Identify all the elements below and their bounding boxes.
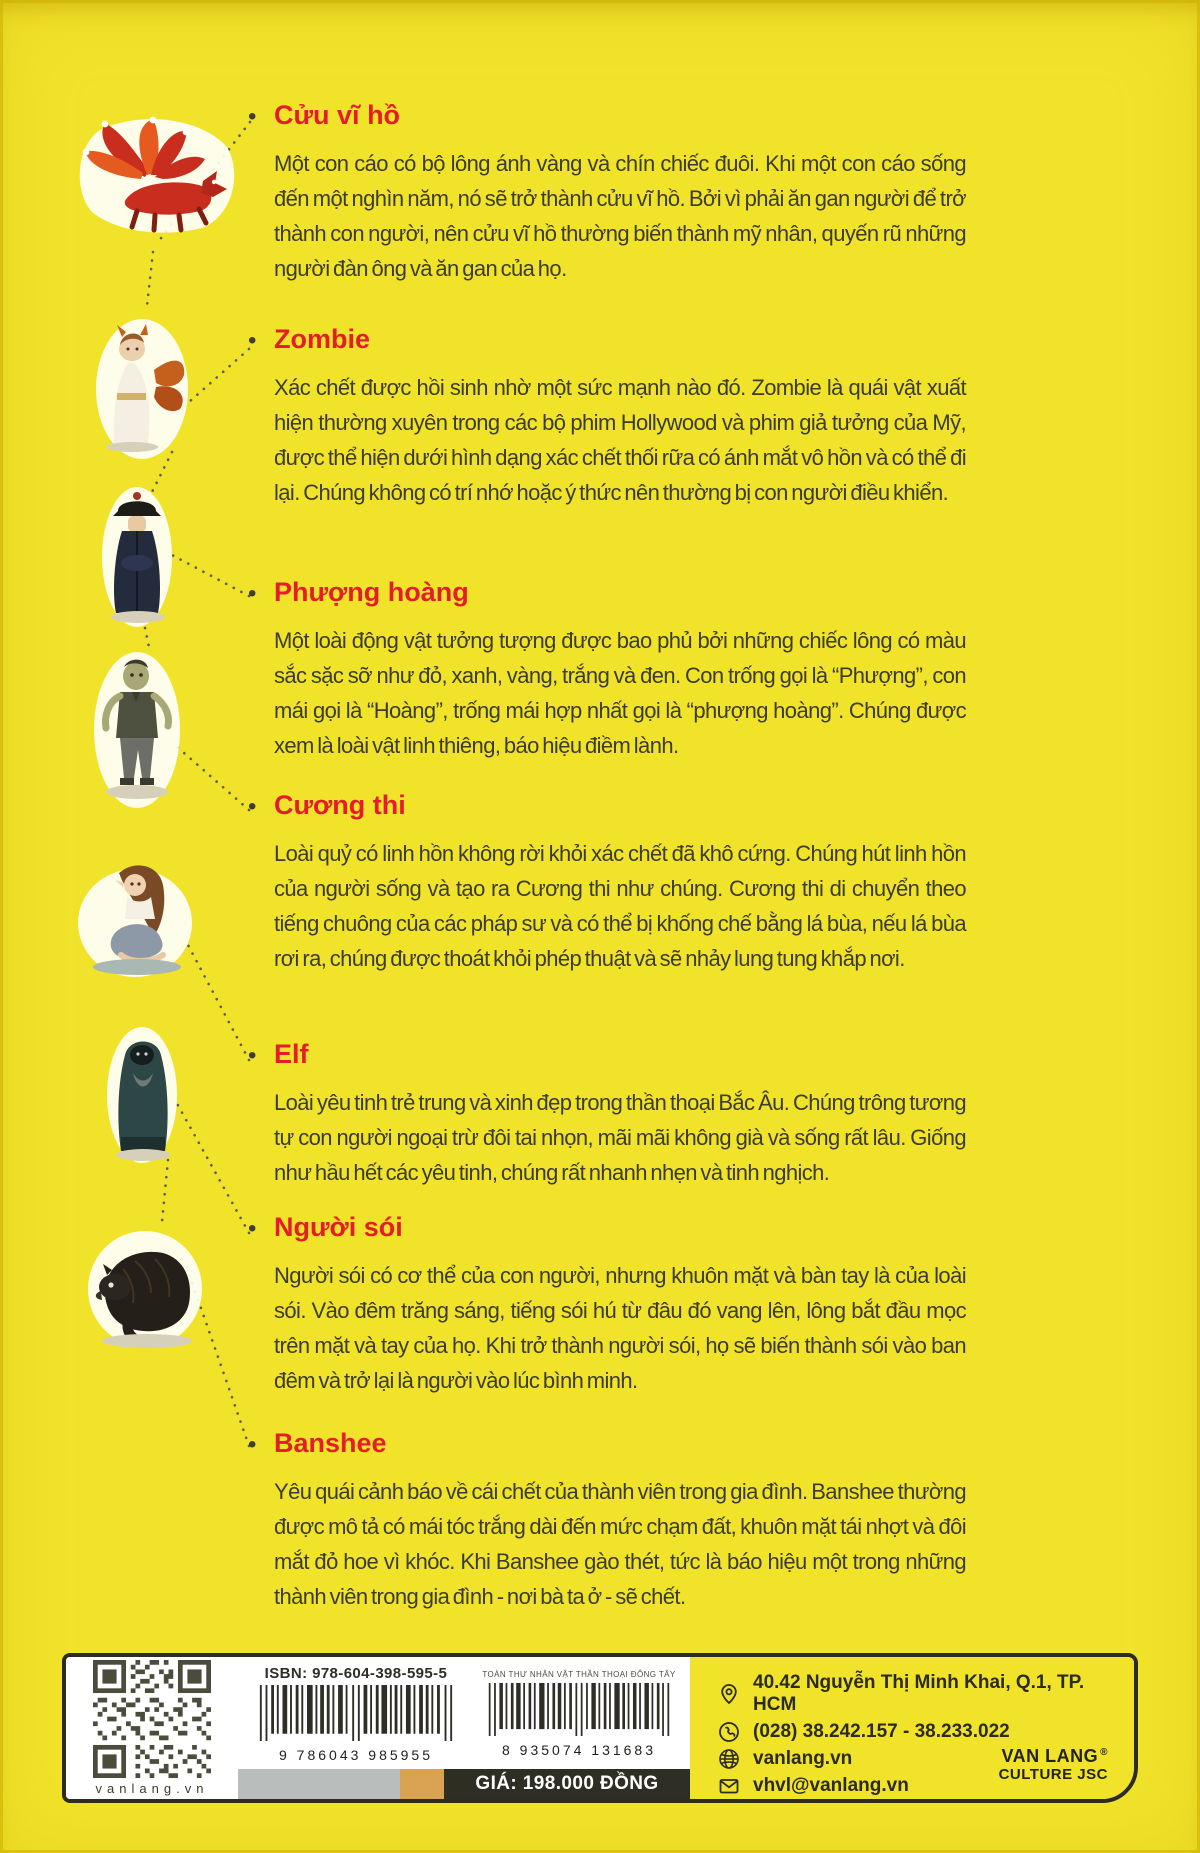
contact-phone-row <box>718 1721 1114 1743</box>
section-nguoi-soi <box>248 1210 966 1398</box>
elf-girl-image <box>75 855 195 980</box>
logo-subtitle: CULTURE JSC <box>998 1765 1108 1783</box>
isbn-digits: 9 786043 985955 <box>279 1747 433 1763</box>
dark-beast-illustration <box>85 1225 205 1350</box>
section-heading <box>248 1426 966 1461</box>
section-body: Loài quỷ có linh hồn không rời khỏi xác chết đã khô cứng. Chúng hút linh hồn của người sống và tạo ra Cương thi như chúng. Cương thi di chuyển theo tiếng chuông của các pháp sư và có thể bị khống chế bằng lá bùa, nếu lá bùa rơi ra, chúng được thoát khỏi phép thuật và sẽ nhảy lung tung khắp nơi. <box>274 841 966 971</box>
section-body: Người sói có cơ thể của con người, nhưng khuôn mặt và bàn tay là của loài sói. Vào đêm trăng sáng, tiếng sói hú từ đâu đó vang lên, lông bắt đầu mọc trên mặt và tay của họ. Khi trở thành người sói, họ sẽ biến thành sói vào ban đêm và trở lại là người vào lúc bình minh. <box>274 1263 966 1393</box>
section-title: Cửu vĩ hồ <box>274 100 401 130</box>
section-title: Banshee <box>274 1428 387 1458</box>
bullet-dot: • <box>248 580 257 607</box>
bullet-dot: • <box>248 1431 257 1458</box>
bullet-dot: • <box>248 793 257 820</box>
section-cuu-vi-ho <box>248 98 966 286</box>
elf-girl-illustration <box>75 855 195 980</box>
bullet-dot: • <box>248 327 257 354</box>
nine-tailed-fox-illustration <box>75 115 240 235</box>
section-title: Người sói <box>274 1212 403 1242</box>
robed-official-illustration <box>100 485 175 630</box>
envelope-icon <box>718 1775 740 1797</box>
qr-caption: vanlang.vn <box>95 1781 209 1796</box>
section-heading <box>248 575 966 610</box>
isbn-barcode-group <box>250 1665 462 1763</box>
publisher-logo <box>999 1747 1108 1783</box>
section-body: Yêu quái cảnh báo về cái chết của thành viên trong gia đình. Banshee thường được mô tả có mái tóc trắng dài đến mức chạm đất, khuôn mặt tái nhợt và đôi mắt đỏ hoe vì khóc. Khi Banshee gào thét, tức là báo hiệu một trong những thành viên trong gia đình - nơi bà ta ở - sẽ chết. <box>274 1479 966 1609</box>
section-phuong-hoang <box>248 575 966 763</box>
price-box: GIÁ: 198.000 ĐỒNG <box>444 1769 690 1799</box>
section-heading <box>248 1037 966 1072</box>
section-banshee <box>248 1426 966 1614</box>
section-heading <box>248 788 966 823</box>
email-text: vhvl@vanlang.vn <box>753 1775 909 1796</box>
section-heading <box>248 98 966 133</box>
zombie-figure-illustration <box>92 650 182 810</box>
location-pin-icon <box>718 1683 740 1705</box>
phone-icon <box>718 1721 740 1743</box>
qr-code-icon <box>93 1660 211 1778</box>
logo-name: VAN LANG <box>1001 1745 1099 1766</box>
gray-band <box>238 1769 400 1799</box>
section-cuong-thi <box>248 788 966 976</box>
section-body: Một loài động vật tưởng tượng được bao phủ bởi những chiếc lông có màu sắc sặc sỡ như đỏ, xanh, vàng, trắng và đen. Con trống gọi là “Phượng”, con mái gọi là “Hoàng”, trống mái hợp nhất gọi là “phượng hoàng”. Chúng được xem là loài vật linh thiêng, báo hiệu điềm lành. <box>274 628 966 758</box>
registered-mark: ® <box>1100 1746 1108 1758</box>
nine-tailed-fox-image <box>75 115 240 235</box>
section-body: Loài yêu tinh trẻ trung và xinh đẹp trong thần thoại Bắc Âu. Chúng trông tương tự con người ngoại trừ đôi tai nhọn, mãi mãi không già và sống rất lâu. Giống như hầu hết các yêu tinh, chúng rất nhanh nhẹn và tinh nghịch. <box>274 1090 966 1185</box>
footer-color-strip <box>238 1769 690 1799</box>
fox-spirit-woman-image <box>92 315 192 460</box>
barcode-book-title: TOÀN THƯ NHÂN VẬT THẦN THOẠI ĐÔNG TÂY <box>482 1670 676 1679</box>
robed-official-image <box>100 485 175 630</box>
zombie-figure-image <box>92 650 182 810</box>
phone-text: (028) 38.242.157 - 38.233.022 <box>753 1721 1010 1742</box>
dark-beast-image <box>85 1225 205 1350</box>
cloaked-werewolf-illustration <box>105 1025 180 1165</box>
section-body: Một con cáo có bộ lông ánh vàng và chín chiếc đuôi. Khi một con cáo sống đến một nghìn năm, nó sẽ trở thành cửu vĩ hồ. Bởi vì phải ăn gan người để trở thành con người, nên cửu vĩ hồ thường biến thành mỹ nhân, quyến rũ những người đàn ông và ăn gan của họ. <box>274 151 966 281</box>
section-title: Cương thi <box>274 790 406 820</box>
section-title: Elf <box>274 1039 309 1069</box>
section-body: Xác chết được hồi sinh nhờ một sức mạnh nào đó. Zombie là quái vật xuất hiện thường xuyên trong các bộ phim Hollywood và phim giả tưởng của Mỹ, được thể hiện dưới hình dạng xác chết thối rữa có ánh mắt vô hồn và có thể đi lại. Chúng không có trí nhớ hoặc ý thức nên thường bị con người điều khiển. <box>274 375 966 505</box>
section-heading <box>248 1210 966 1245</box>
section-zombie <box>248 322 966 510</box>
section-heading <box>248 322 966 357</box>
section-title: Phượng hoàng <box>274 577 469 607</box>
orange-band <box>400 1769 444 1799</box>
ean-barcode-icon <box>487 1683 671 1736</box>
address-text: 40.42 Nguyễn Thị Minh Khai, Q.1, TP. HCM <box>753 1672 1085 1715</box>
bullet-dot: • <box>248 103 257 130</box>
ean-digits: 8 935074 131683 <box>502 1742 656 1758</box>
section-elf <box>248 1037 966 1190</box>
section-title: Zombie <box>274 324 371 354</box>
website-text: vanlang.vn <box>753 1748 853 1769</box>
barcode-panel <box>238 1657 690 1799</box>
fox-spirit-woman-illustration <box>92 315 192 460</box>
globe-icon <box>718 1748 740 1770</box>
ean-barcode-group <box>480 1665 678 1763</box>
cloaked-werewolf-image <box>105 1025 180 1165</box>
footer-bar <box>62 1653 1138 1803</box>
isbn-barcode-icon <box>258 1685 454 1741</box>
contact-panel <box>690 1657 1134 1799</box>
bullet-dot: • <box>248 1215 257 1242</box>
bullet-dot: • <box>248 1042 257 1069</box>
qr-panel <box>66 1657 238 1799</box>
isbn-label: ISBN: 978-604-398-595-5 <box>264 1665 448 1682</box>
contact-address-row <box>718 1672 1114 1716</box>
